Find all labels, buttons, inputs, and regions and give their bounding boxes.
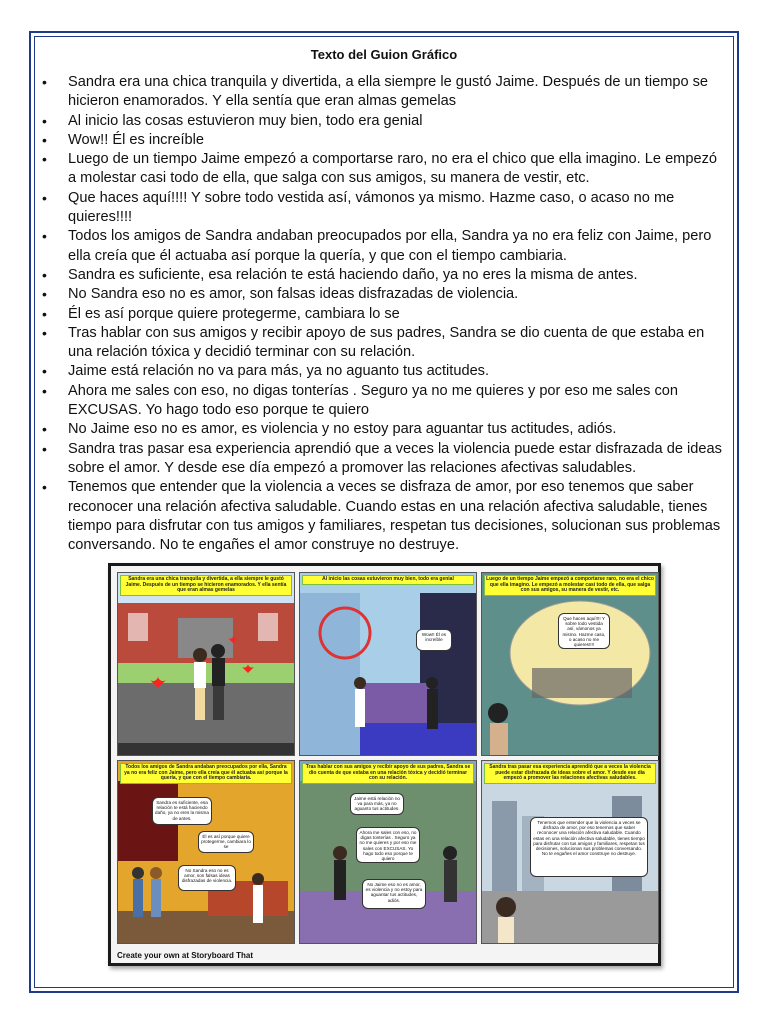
bullet-item: • Tras hablar con sus amigos y recibir apoyo de sus padres, Sandra se dio cuenta de que estaba en una relación tóxica y decidió terminar con su relación. [40,324,725,363]
panel-2-scene [300,573,476,755]
storyboard-credit: Create your own at Storyboard That [117,951,254,960]
panel-1-caption: Sandra era una chica tranquila y divertida, a ella siempre le gustó Jaime. Después de un tiempo se hicieron enamorados. Y ella sentía que eran almas gemelas [120,575,292,596]
bullet-item: • Al inicio las cosas estuvieron muy bien, todo era genial [40,112,725,131]
storyboard-panel-1 [117,572,295,756]
storyboard-panel-2 [299,572,477,756]
panel-2-caption: Al inicio las cosas estuvieron muy bien, todo era genial [302,575,474,585]
storyboard-panel-3 [481,572,659,756]
bullet-item: • Wow!! Él es increíble [40,131,725,150]
panel-6-caption: Sandra tras pasar esa experiencia aprendió que a veces la violencia puede estar disfrazada de ideas sobre el amor. Y desde ese día empezó a promover las relaciones afectivas saludables. [484,763,656,784]
storyboard-panel-4 [117,760,295,944]
document-title: Texto del Guion Gráfico [310,47,458,62]
panel-4-speech-bubble: Él es así porque quiere protegerme, cambiara lo se [198,831,254,853]
bullet-item: • Luego de un tiempo Jaime empezó a comportarse raro, no era el chico que ella imagino. Le empezó a molestar casi todo de ella, que salga con sus amigos, su manera de vestir, etc. [40,150,725,189]
bullet-item: • Sandra era una chica tranquila y divertida, a ella siempre le gustó Jaime. Después de un tiempo se hicieron enamorados. Y ella sentía que eran almas gemelas [40,73,725,112]
storyboard-panel-5 [299,760,477,944]
bullet-item: • Ahora me sales con eso, no digas tonterías . Seguro ya no me quieres y por eso me sales con EXCUSAS. Yo hago todo eso porque te quiero [40,382,725,421]
bullet-item: • Que haces aquí!!!! Y sobre todo vestida así, vámonos ya mismo. Hazme caso, o acaso no me quieres!!!! [40,189,725,228]
panel-4-caption: Todos los amigos de Sandra andaban preocupados por ella, Sandra ya no era feliz con Jaime, pero ella creía que él actuaba así porque la quería, y que con el tiempo cambiaria. [120,763,292,784]
panel-4-speech-bubble: No Sandra eso no es amor, son falsas ideas disfrazadas de violencia. [178,865,236,891]
bullet-item: • Sandra es suficiente, esa relación te está haciendo daño, ya no eres la misma de antes. [40,266,725,285]
bullet-list [40,73,725,555]
panel-3-scene [482,573,658,755]
bullet-item: • Sandra tras pasar esa experiencia aprendió que a veces la violencia puede estar disfrazada de ideas sobre el amor. Y desde ese día empezó a promover las relaciones afectivas saludables. [40,440,725,479]
panel-5-speech-bubble: Ahora me sales con eso, no digas tonterías . Seguro ya no me quieres y por eso me sales con EXCUSAS. Yo hago todo eso porque te quiero [356,827,420,863]
bullet-item: • No Jaime eso no es amor, es violencia y no estoy para aguantar tus actitudes, adiós. [40,420,725,439]
storyboard-panel-6 [481,760,659,944]
panel-3-speech-bubble: Que haces aquí!!!! Y sobre todo vestida así, vámonos ya mismo. Hazme caso, o acaso no me quieres!!!! [558,613,610,649]
bullet-item: • Todos los amigos de Sandra andaban preocupados por ella, Sandra ya no era feliz con Jaime, pero ella creía que él actuaba así porque la quería, y que con el tiempo cambiaria. [40,227,725,266]
panel-6-speech-bubble: Tenemos que entender que la violencia a veces se disfraza de amor, por eso tenemos que saber reconocer una relación afectiva saludable. Cuando estas en una relación afectiva saludable, tienes tiempo para disfrutar con tus amigos y familiares, respetan tus decisiones, solucionan sus problemas conversando. No te engañes el amor construye no destruye. [530,817,648,877]
bullet-item: • Él es así porque quiere protegerme, cambiara lo se [40,305,725,324]
panel-5-caption: Tras hablar con sus amigos y recibir apoyo de sus padres, Sandra se dio cuenta de que estaba en una relación tóxica y decidió terminar con su relación. [302,763,474,784]
bullet-item: • Jaime está relación no va para más, ya no aguanto tus actitudes. [40,362,725,381]
panel-5-speech-bubble: Jaime está relación no va para más, ya no aguanto tus actitudes. [350,793,404,815]
bullet-item: • Tenemos que entender que la violencia a veces se disfraza de amor, por eso tenemos que saber reconocer una relación afectiva saludable. Cuando estas en una relación afectiva saludable, tienes tiempo para disfrutar con tus amigos y familiares, respetan tus decisiones, solucionan sus problemas conversando. No te engañes el amor construye no destruye. [40,478,725,555]
panel-2-speech-bubble: Wow!! Él es increíble [416,629,452,651]
panel-1-scene [118,573,294,755]
panel-5-speech-bubble: No Jaime eso no es amor, es violencia y no estoy para aguantar tus actitudes, adiós. [362,879,426,909]
storyboard-image [108,563,661,966]
panel-3-caption: Luego de un tiempo Jaime empezó a comportarse raro, no era el chico que ella imagino. Le empezó a molestar casi todo de ella, que salga con sus amigos, su manera de vestir, etc. [484,575,656,596]
panel-4-speech-bubble: Sandra es suficiente, esa relación te está haciendo daño, ya no eres la misma de antes. [152,797,212,825]
bullet-item: • No Sandra eso no es amor, son falsas ideas disfrazadas de violencia. [40,285,725,304]
